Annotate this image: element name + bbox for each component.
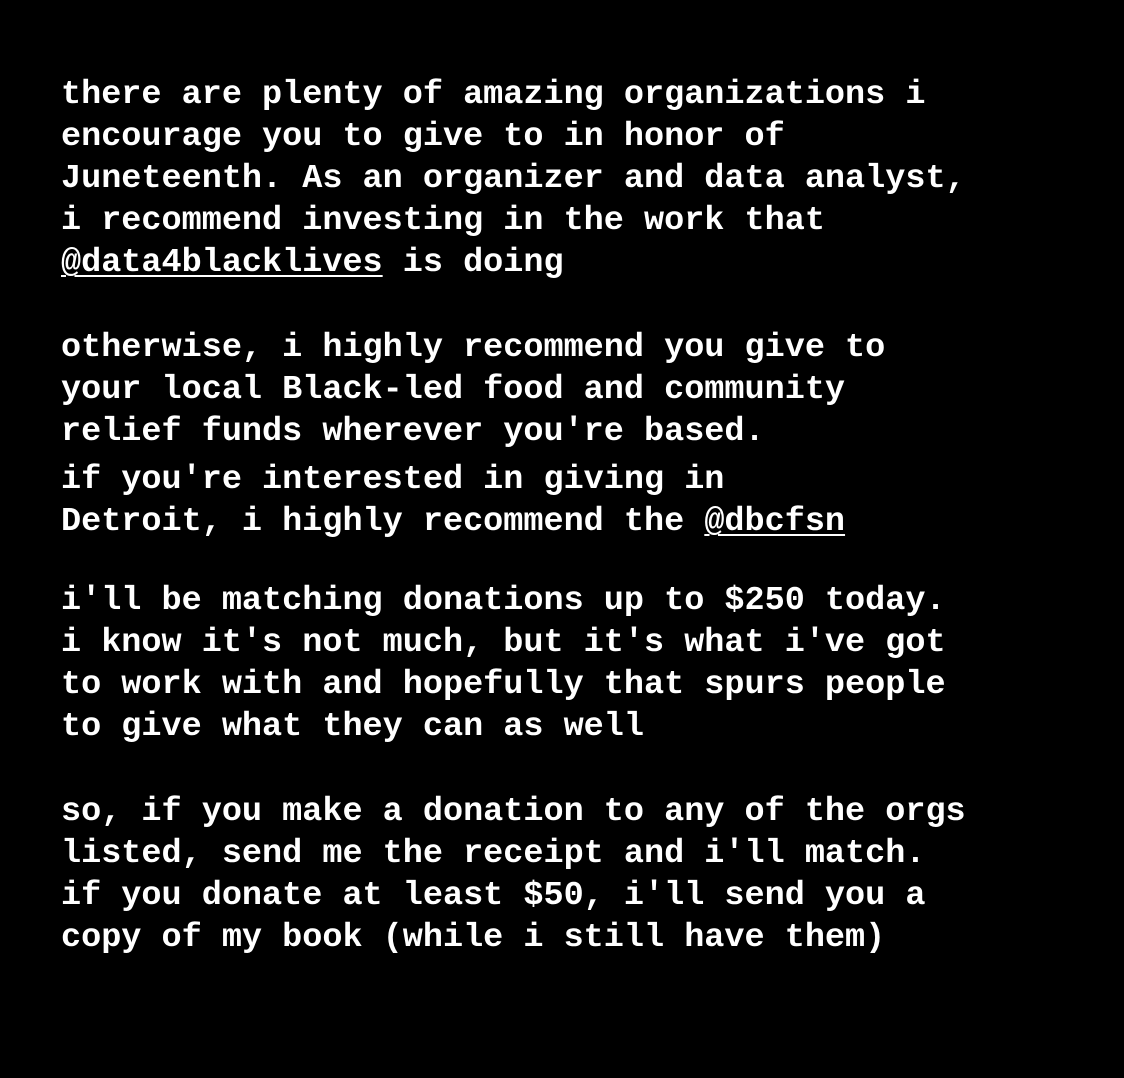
paragraph-2-line-4: if you're interested in giving in	[61, 461, 725, 499]
paragraph-2-line-1: otherwise, i highly recommend you give to	[61, 329, 886, 367]
paragraph-1-line-1: there are plenty of amazing organizations i	[61, 76, 926, 114]
paragraph-2-line-3: relief funds wherever you're based.	[61, 413, 765, 451]
mention-data4blacklives[interactable]: @data4blacklives	[61, 244, 383, 282]
paragraph-3-line-4: to give what they can as well	[61, 708, 644, 746]
paragraph-1-line-2: encourage you to give to in honor of	[61, 118, 785, 156]
paragraph-4-line-2: listed, send me the receipt and i'll match.	[61, 835, 926, 873]
paragraph-1-line-5-text: is doing	[382, 244, 564, 282]
paragraph-3-line-2: i know it's not much, but it's what i've got	[61, 624, 946, 662]
paragraph-4-line-1: so, if you make a donation to any of the orgs	[61, 793, 966, 831]
paragraph-2-line-5	[61, 501, 845, 543]
paragraph-1-line-4: i recommend investing in the work that	[61, 202, 825, 240]
paragraph-3-line-3: to work with and hopefully that spurs people	[61, 666, 946, 704]
mention-dbcfsn[interactable]: @dbcfsn	[704, 503, 846, 541]
paragraph-3-line-1: i'll be matching donations up to $250 today.	[61, 582, 946, 620]
paragraph-1-line-3: Juneteenth. As an organizer and data analyst,	[61, 160, 966, 198]
paragraph-2-line-5-text: Detroit, i highly recommend the	[61, 503, 705, 541]
paragraph-4-line-3: if you donate at least $50, i'll send you a	[61, 877, 926, 915]
paragraph-1-line-5	[61, 242, 564, 284]
paragraph-4-line-4: copy of my book (while i still have them)	[61, 919, 886, 957]
paragraph-2-line-2: your local Black-led food and community	[61, 371, 846, 409]
